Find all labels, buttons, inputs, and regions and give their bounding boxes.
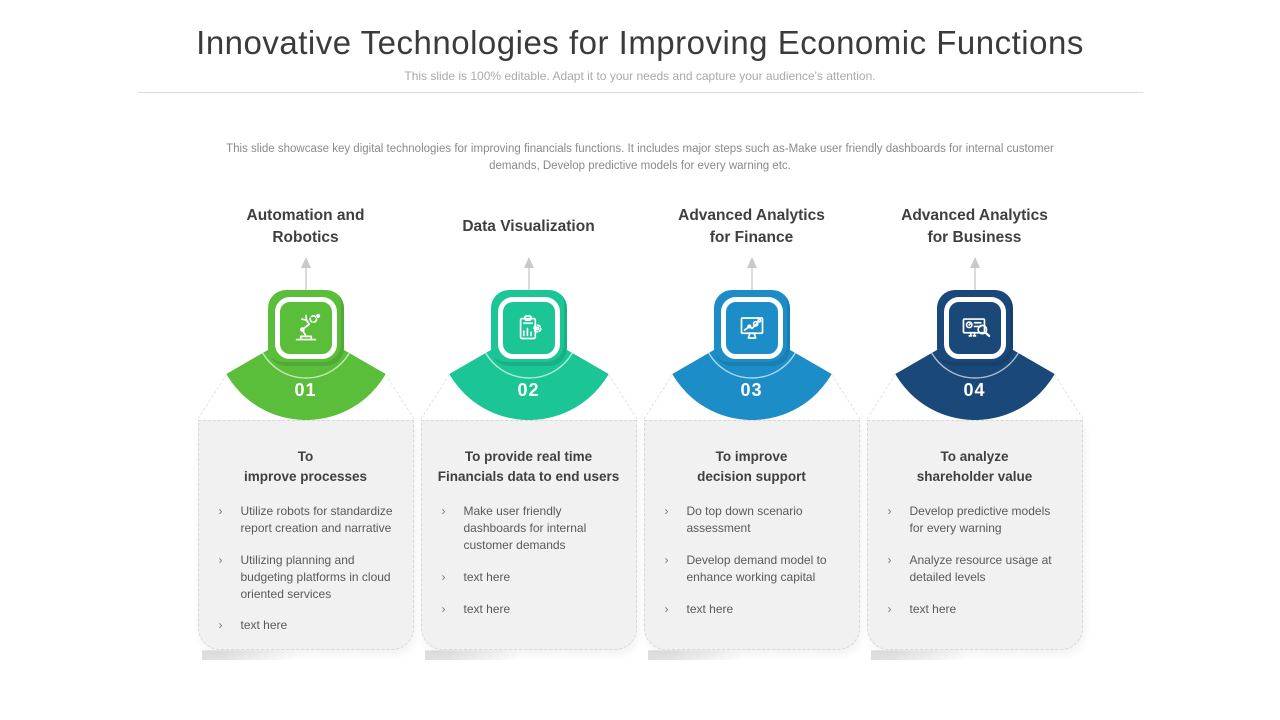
- card-title-line1: To analyze: [940, 449, 1009, 465]
- bullet-text: Utilize robots for standardize report creation and narrative: [240, 504, 393, 536]
- icon-badge-inner: [275, 297, 337, 359]
- list-item: [888, 601, 1066, 618]
- card-title: [884, 447, 1066, 486]
- list-item: [219, 503, 397, 537]
- icon-badge: [268, 290, 344, 366]
- column-automation-robotics: [198, 200, 414, 650]
- step-number: 03: [740, 380, 763, 401]
- bullet-marker-icon: ›: [887, 504, 892, 519]
- bullet-list: [884, 503, 1066, 617]
- column-heading-line2: Robotics: [272, 229, 339, 247]
- column-graphic: [198, 254, 414, 420]
- divider: [138, 92, 1143, 93]
- bullet-marker-icon: ›: [664, 601, 669, 616]
- bullet-text: Develop demand model to enhance working capital: [686, 553, 827, 584]
- column-graphic: [867, 254, 1083, 420]
- card: [867, 420, 1083, 650]
- bullet-marker-icon: ›: [441, 569, 446, 584]
- bullet-text: Develop predictive models for every warning: [909, 504, 1051, 536]
- robot-arm-icon: [285, 307, 327, 349]
- bullet-text: Utilizing planning and budgeting platforms in cloud oriented services: [240, 553, 391, 601]
- column-heading-line1: Advanced Analytics: [901, 206, 1048, 224]
- list-item: [665, 601, 843, 618]
- slide-subtitle: This slide is 100% editable. Adapt it to your needs and capture your audience's attention.: [404, 69, 876, 83]
- bullet-text: Do top down scenario assessment: [686, 504, 803, 536]
- list-item: [442, 569, 620, 586]
- card-title-line2: decision support: [697, 468, 806, 484]
- card-title-line1: To: [297, 449, 314, 465]
- bullet-marker-icon: ›: [664, 553, 669, 568]
- bullet-marker-icon: ›: [664, 504, 669, 519]
- column-heading-line2: for Business: [927, 229, 1022, 247]
- list-item: [665, 503, 843, 537]
- list-item: [442, 503, 620, 553]
- columns-container: [198, 200, 1083, 650]
- card-title-line2: improve processes: [243, 468, 368, 484]
- bullet-marker-icon: ›: [441, 504, 446, 519]
- bullet-text: text here: [240, 618, 288, 633]
- slide-description: This slide showcase key digital technologies for improving financials functions. It includes major steps such as-Make user friendly dashboards for internal customer demands, Develop predictive models for every warning etc.: [226, 143, 1054, 172]
- bullet-text: Make user friendly dashboards for internal customer demands: [463, 504, 587, 553]
- bullet-marker-icon: ›: [441, 601, 446, 616]
- bullet-text: text here: [909, 601, 957, 616]
- bullet-list: [215, 503, 397, 634]
- bullet-marker-icon: ›: [887, 601, 892, 616]
- card-title: [438, 447, 620, 486]
- bullet-list: [438, 503, 620, 617]
- card: [644, 420, 860, 650]
- bullet-text: text here: [463, 601, 511, 616]
- step-number: 02: [517, 380, 540, 401]
- column-analytics-business: [867, 200, 1083, 650]
- bullet-text: Analyze resource usage at detailed levels: [909, 553, 1052, 584]
- list-item: [442, 601, 620, 618]
- column-data-visualization: [421, 200, 637, 650]
- column-heading-line1: Automation and: [246, 206, 365, 224]
- icon-badge: [491, 290, 567, 366]
- column-heading-line1: Advanced Analytics: [678, 206, 825, 224]
- list-item: [219, 552, 397, 602]
- card-title-line2: Financials data to end users: [437, 468, 620, 484]
- icon-badge-inner: [944, 297, 1006, 359]
- monitor-analytics-icon: [731, 307, 773, 349]
- bullet-marker-icon: ›: [887, 553, 892, 568]
- card-title: [215, 447, 397, 486]
- column-analytics-finance: [644, 200, 860, 650]
- column-heading-line1: Data Visualization: [462, 218, 595, 236]
- icon-badge-inner: [721, 297, 783, 359]
- icon-badge-inner: [498, 297, 560, 359]
- column-heading: [867, 200, 1083, 254]
- bullet-marker-icon: ›: [218, 618, 223, 633]
- column-heading: [198, 200, 414, 254]
- bullet-list: [661, 503, 843, 617]
- column-heading: [644, 200, 860, 254]
- step-number: 04: [963, 380, 986, 401]
- monitor-search-icon: [954, 307, 996, 349]
- bullet-text: text here: [686, 601, 734, 616]
- column-heading-line2: for Finance: [709, 229, 794, 247]
- icon-badge: [714, 290, 790, 366]
- card: [198, 420, 414, 650]
- clipboard-chart-icon: [508, 307, 550, 349]
- icon-badge: [937, 290, 1013, 366]
- column-graphic: [421, 254, 637, 420]
- card-title-line2: shareholder value: [916, 468, 1033, 484]
- card-title-line1: To improve: [715, 449, 788, 465]
- bullet-marker-icon: ›: [218, 504, 223, 519]
- list-item: [665, 552, 843, 586]
- page-title: Innovative Technologies for Improving Economic Functions: [196, 24, 1084, 61]
- column-graphic: [644, 254, 860, 420]
- card-title-line1: To provide real time: [464, 449, 593, 465]
- list-item: [888, 552, 1066, 586]
- column-heading: [421, 200, 637, 254]
- bullet-marker-icon: ›: [218, 553, 223, 568]
- list-item: [219, 617, 397, 634]
- list-item: [888, 503, 1066, 537]
- bullet-text: text here: [463, 569, 511, 584]
- card-title: [661, 447, 843, 486]
- card: [421, 420, 637, 650]
- step-number: 01: [294, 380, 317, 401]
